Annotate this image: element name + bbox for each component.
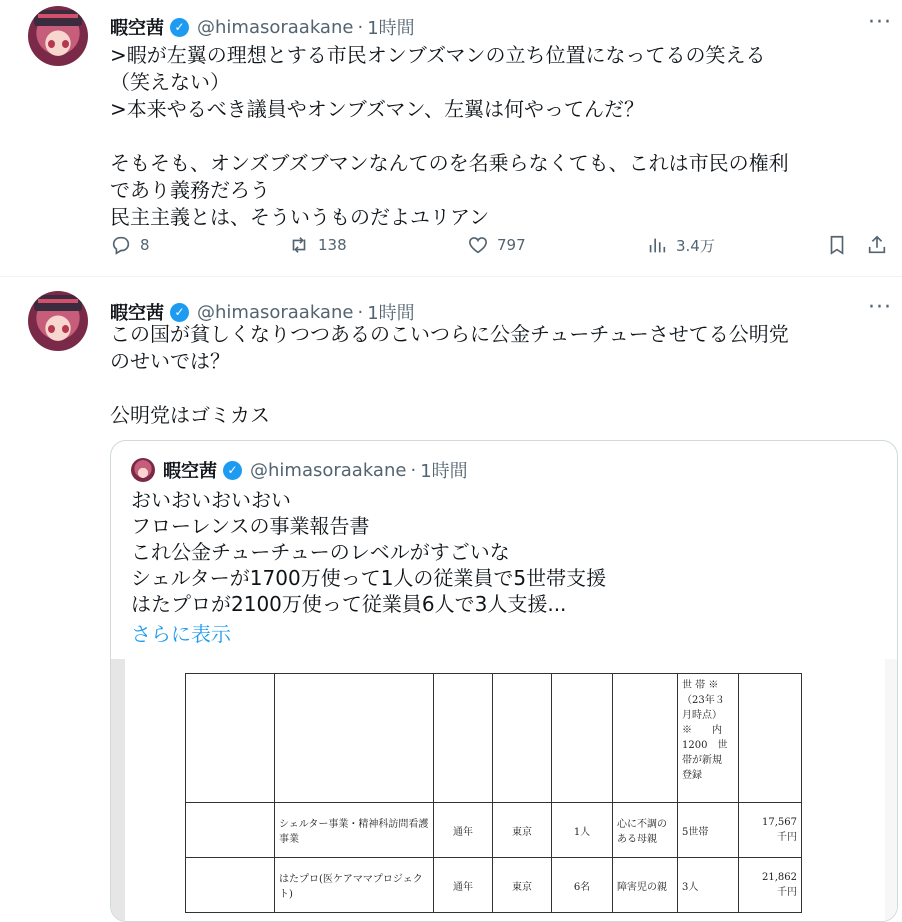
share-button[interactable] [866,230,888,260]
table-row [186,858,802,913]
amount: 21,862 [762,872,797,883]
table-cell: 5世帯 [678,803,739,858]
retweet-button[interactable] [288,230,347,260]
table-cell: 3人 [678,858,739,913]
tweet-text: >暇が左翼の理想とする市民オンブズマンの立ち位置になってるの笑える （笑えない） >本来やるべき議員やオンブズマン、左翼は何やってんだ？ そもそも、オンズブズブマンなんてのを名乗らなくても、これは市民の権利 であり義務だろう 民主主義とは、そういうものだよユリアン [110,43,789,229]
retweet-count: 138 [318,236,347,254]
quote-text: おいおいおいおい フローレンスの事業報告書 これ公金チューチューのレベルがすごいな シェルターが1700万使って1人の従業員で5世帯支援 はたプロが2100万使って従業員6人で3人支援... [131,488,607,616]
separator-dot: · [357,301,364,323]
table-cell: 通年 [434,803,493,858]
quote-author-handle: @himasoraakane [250,459,407,481]
reply-button[interactable] [110,230,150,260]
table-cell [739,858,802,913]
timestamp[interactable]: 1時間 [367,303,415,324]
author-name[interactable]: 暇空茜 [110,303,164,324]
quote-avatar [131,458,155,482]
unit: 千円 [777,832,797,843]
reply-icon [110,234,132,256]
verified-badge-icon: ✓ [223,461,242,480]
show-more-link[interactable]: さらに表示 [131,622,231,646]
views-icon [646,234,668,256]
table-cell: 東京 [493,803,552,858]
table-row [186,674,802,803]
table-cell: 東京 [493,858,552,913]
quote-timestamp: 1時間 [420,461,468,482]
verified-badge-icon: ✓ [170,18,189,37]
bookmark-button[interactable] [826,230,848,260]
more-icon[interactable]: ··· [868,10,892,35]
table-cell: 通年 [434,858,493,913]
verified-badge-icon: ✓ [170,303,189,322]
separator-dot: · [357,16,364,38]
table-cell [739,803,802,858]
like-button[interactable] [467,230,526,260]
table-cell: 障害児の親 [613,858,678,913]
bookmark-icon [826,234,848,256]
reply-count: 8 [140,236,150,254]
views-count: 3.4万 [676,236,715,255]
table-cell: 心に不調のある母親 [613,803,678,858]
quote-author-name: 暇空茜 [163,461,217,482]
table-cell: 1人 [552,803,613,858]
quoted-tweet[interactable] [110,440,898,922]
table-note: 世 帯 ※ （23年３ 月時点） ※ 内 1200 世 帯が新規 登録 [678,674,739,803]
like-count: 797 [497,236,526,254]
tweet-header [110,14,415,40]
author-handle[interactable]: @himasoraakane [197,301,354,323]
like-icon [467,234,489,256]
attached-image[interactable] [111,659,897,921]
tweet[interactable] [0,277,902,902]
tweet-text: この国が貧しくなりつつあるのこいつらに公金チューチューさせてる公明党 のせいでは？ 公明党はゴミカス [110,322,789,427]
action-bar [110,230,890,260]
author-name[interactable]: 暇空茜 [110,18,164,39]
tweet[interactable] [0,0,902,277]
more-icon[interactable]: ··· [868,295,892,320]
avatar[interactable] [28,6,88,66]
quote-header [131,457,468,483]
views-button[interactable] [646,230,715,260]
retweet-icon [288,234,310,256]
amount: 17,567 [762,817,797,828]
table-row [186,803,802,858]
share-icon [866,234,888,256]
table-cell: 6名 [552,858,613,913]
author-handle[interactable]: @himasoraakane [197,16,354,38]
table-cell: はたプロ(医ケアママプロジェクト) [275,858,434,913]
table-cell: シェルター事業・精神科訪問看護事業 [275,803,434,858]
separator-dot: · [410,459,417,481]
unit: 千円 [777,887,797,898]
avatar[interactable] [28,291,88,351]
report-table [185,673,802,913]
timestamp[interactable]: 1時間 [367,18,415,39]
